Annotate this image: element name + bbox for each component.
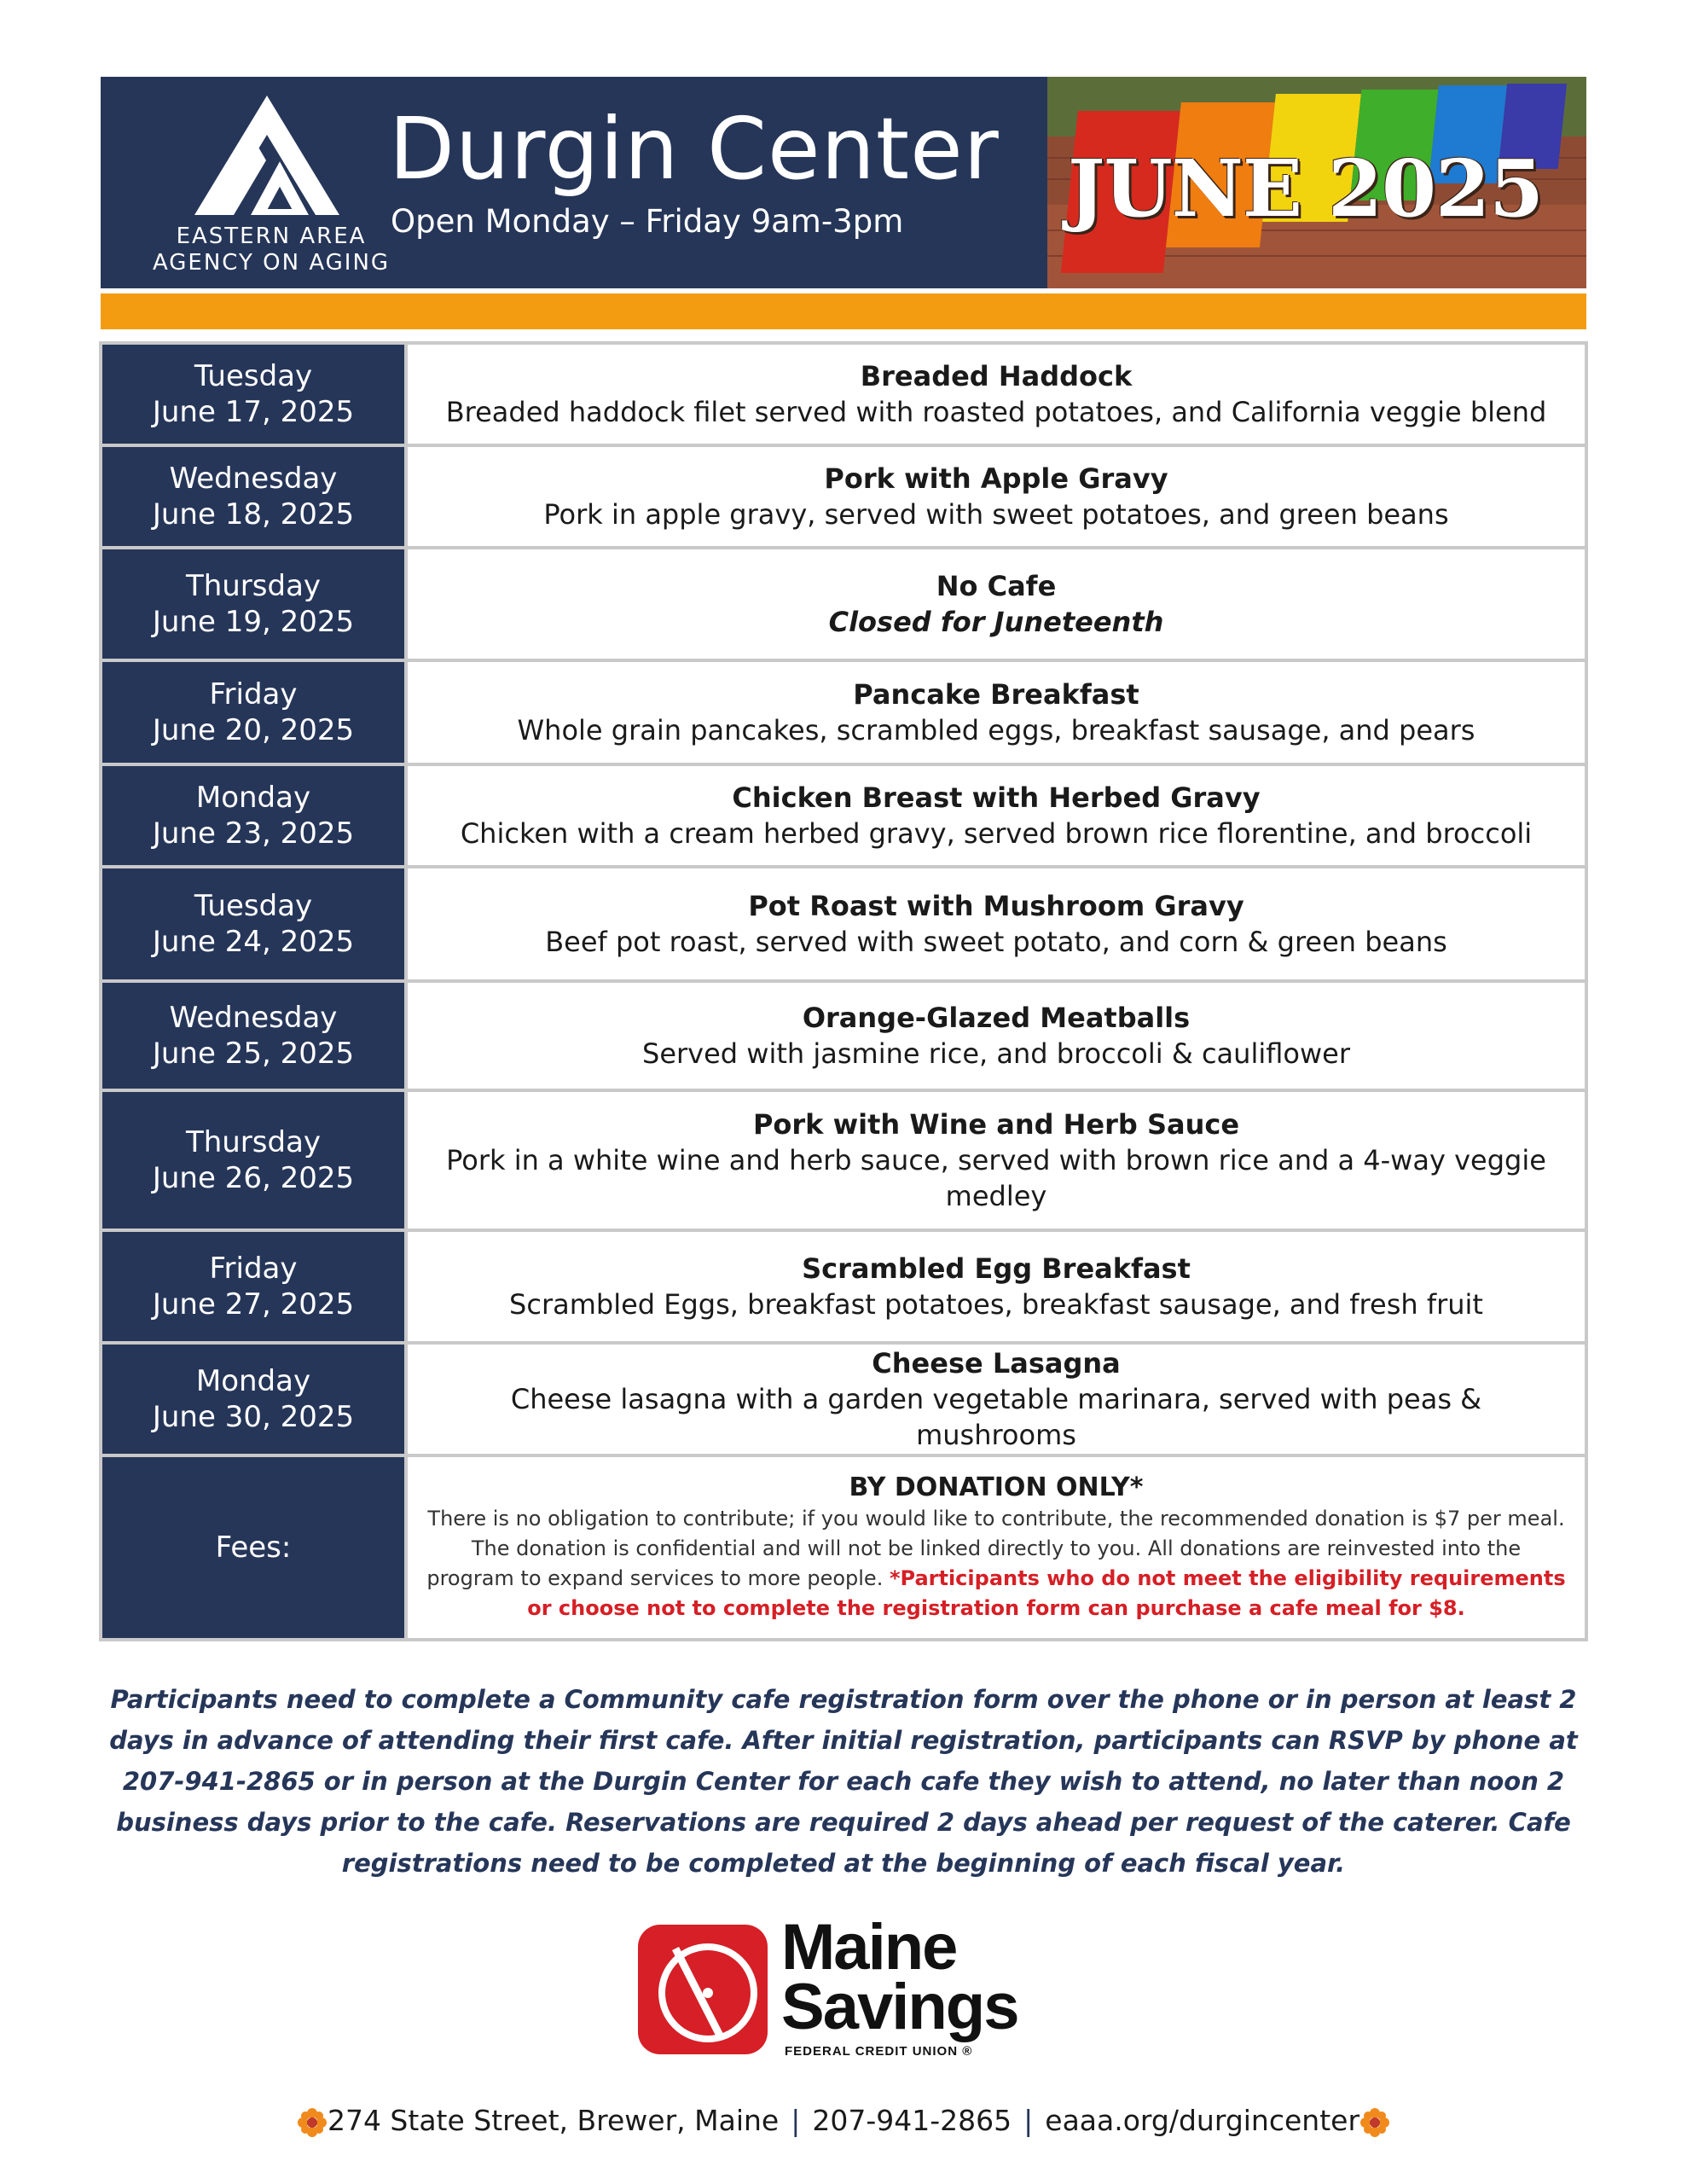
agency-name-line1: EASTERN AREA (176, 224, 367, 249)
adirondack-chairs-photo (1047, 77, 1586, 288)
date-cell (101, 1230, 406, 1343)
sponsor-name-savings: Savings (781, 1971, 1018, 2043)
footer-address: 274 State Street, Brewer, Maine (327, 2104, 780, 2137)
day-date: June 20, 2025 (152, 713, 355, 747)
date-cell (101, 1343, 406, 1455)
fees-description (426, 1504, 1566, 1623)
meal-title: Orange-Glazed Meatballs (802, 1002, 1191, 1034)
sponsor-name (781, 1911, 1018, 2043)
menu-table (99, 341, 1588, 1641)
meal-title: Pot Roast with Mushroom Gravy (748, 890, 1244, 922)
meal-cell (406, 548, 1586, 660)
footer-phone[interactable]: 207-941-2865 (812, 2104, 1012, 2137)
meal-cell (406, 764, 1586, 867)
date-cell (101, 660, 406, 764)
date-cell (101, 548, 406, 660)
meal-title: Cheese Lasagna (872, 1347, 1121, 1380)
date-cell (101, 764, 406, 867)
day-date: June 18, 2025 (152, 497, 355, 531)
table-row (101, 1343, 1586, 1455)
page-title: Durgin Center (389, 99, 1000, 199)
agency-name-line2: AGENCY ON AGING (152, 250, 391, 276)
day-date: June 23, 2025 (152, 816, 355, 851)
fees-row (101, 1455, 1586, 1640)
meal-title: Pork with Apple Gravy (824, 462, 1168, 495)
meal-cell (406, 343, 1586, 445)
table-row (101, 981, 1586, 1090)
footer-separator: | (791, 2104, 801, 2137)
day-date: June 24, 2025 (152, 925, 355, 959)
table-row (101, 343, 1586, 445)
agency-logo (126, 96, 416, 275)
day-name: Thursday (185, 569, 322, 603)
table-row (101, 660, 1586, 764)
meal-description: Served with jasmine rice, and broccoli & cauliflower (642, 1037, 1350, 1070)
meal-title: No Cafe (936, 570, 1057, 602)
fees-eligibility-note: *Participants who do not meet the eligibility requirements or choose not to complete the registration form can purchase a cafe meal for $8. (527, 1566, 1566, 1620)
day-name: Friday (209, 1252, 298, 1286)
meal-description: Cheese lasagna with a garden vegetable marinara, served with peas & mushrooms (510, 1383, 1482, 1451)
footer-separator: | (1023, 2104, 1034, 2137)
meal-description: Breaded haddock filet served with roasted potatoes, and California veggie blend (445, 396, 1547, 428)
meal-cell (406, 445, 1586, 548)
day-name: Thursday (185, 1125, 322, 1159)
meal-cell (406, 1343, 1586, 1455)
footer-contact (0, 2100, 1687, 2141)
meal-description: Pork in apple gravy, served with sweet potatoes, and green beans (543, 498, 1449, 531)
meal-title: Pancake Breakfast (853, 678, 1139, 711)
meal-description: Whole grain pancakes, scrambled eggs, breakfast sausage, and pears (517, 714, 1475, 746)
agency-name (126, 224, 416, 276)
footer-website-link[interactable]: eaaa.org/durgincenter (1045, 2104, 1360, 2137)
header-banner (101, 77, 1586, 288)
compass-logo-icon (638, 1925, 768, 2054)
day-date: June 27, 2025 (152, 1287, 355, 1321)
meal-cell (406, 1090, 1586, 1230)
meal-description: Scrambled Eggs, breakfast potatoes, breakfast sausage, and fresh fruit (509, 1288, 1483, 1321)
date-cell (101, 343, 406, 445)
table-row (101, 764, 1586, 867)
meal-description: Chicken with a cream herbed gravy, served brown rice florentine, and broccoli (460, 817, 1533, 850)
date-cell (101, 1090, 406, 1230)
fees-label: Fees: (215, 1531, 292, 1565)
table-row (101, 867, 1586, 981)
mountain-logo-icon (194, 96, 339, 215)
day-name: Monday (195, 781, 311, 815)
day-date: June 19, 2025 (152, 605, 355, 639)
meal-title: Chicken Breast with Herbed Gravy (732, 781, 1261, 814)
fees-text: There is no obligation to contribute; if you would like to contribute, the recommended donation is $7 per meal. The donation is confidential and will not be linked directly to you. All donations are reinvested into the program to expand services to more people. (426, 1507, 1565, 1590)
day-date: June 25, 2025 (152, 1037, 355, 1071)
fees-cell (406, 1455, 1586, 1640)
date-cell (101, 445, 406, 548)
sponsor-subtitle (785, 2044, 972, 2059)
table-row (101, 548, 1586, 660)
table-row (101, 1230, 1586, 1343)
day-name: Tuesday (194, 889, 313, 923)
meal-title: Breaded Haddock (860, 360, 1133, 392)
meal-cell (406, 660, 1586, 764)
month-heading: JUNE 2025 (1068, 142, 1544, 235)
day-name: Wednesday (169, 1001, 338, 1035)
day-name: Wednesday (169, 462, 338, 496)
flower-icon (297, 2107, 328, 2138)
table-row (101, 1090, 1586, 1230)
day-name: Friday (209, 677, 298, 712)
sponsor-name-line2 (781, 1971, 1018, 2043)
meal-description: Closed for Juneteenth (828, 606, 1164, 638)
fees-title: BY DONATION ONLY* (849, 1472, 1144, 1502)
day-date: June 30, 2025 (152, 1400, 355, 1434)
day-date: June 26, 2025 (152, 1161, 355, 1195)
date-cell (101, 867, 406, 981)
day-date: June 17, 2025 (152, 395, 355, 429)
registered-mark: ® (962, 2044, 973, 2059)
fees-label-cell (101, 1455, 406, 1640)
meal-description: Pork in a white wine and herb sauce, served with brown rice and a 4-way veggie medley (446, 1144, 1546, 1212)
flower-icon (1359, 2107, 1390, 2138)
day-name: Tuesday (194, 359, 313, 393)
meal-title: Pork with Wine and Herb Sauce (752, 1108, 1240, 1141)
sponsor-name-line1: Maine (781, 1911, 957, 1984)
meal-cell (406, 867, 1586, 981)
meal-cell (406, 981, 1586, 1090)
date-cell (101, 981, 406, 1090)
opening-hours: Open Monday – Friday 9am-3pm (391, 203, 904, 240)
day-name: Monday (195, 1364, 311, 1398)
meal-cell (406, 1230, 1586, 1343)
sponsor-logo (638, 1911, 1047, 2063)
registration-notice: Participants need to complete a Community cafe registration form over the phone or in person at least 2 days in advance of attending their first cafe. After initial registration, participants can RSVP by phone at 207-941-2865 or in person at the Durgin Center for each cafe they wish to attend, no later than noon 2 business days prior to the cafe. Reservations are required 2 days ahead per request of the caterer. Cafe registrations need to be completed at the beginning of each fiscal year. (109, 1685, 1578, 1878)
table-row (101, 445, 1586, 548)
sponsor-subtitle-text: FEDERAL CREDIT UNION (785, 2044, 959, 2059)
meal-title: Scrambled Egg Breakfast (802, 1252, 1191, 1285)
meal-description: Beef pot roast, served with sweet potato, and corn & green beans (545, 926, 1447, 958)
orange-divider (101, 293, 1586, 329)
